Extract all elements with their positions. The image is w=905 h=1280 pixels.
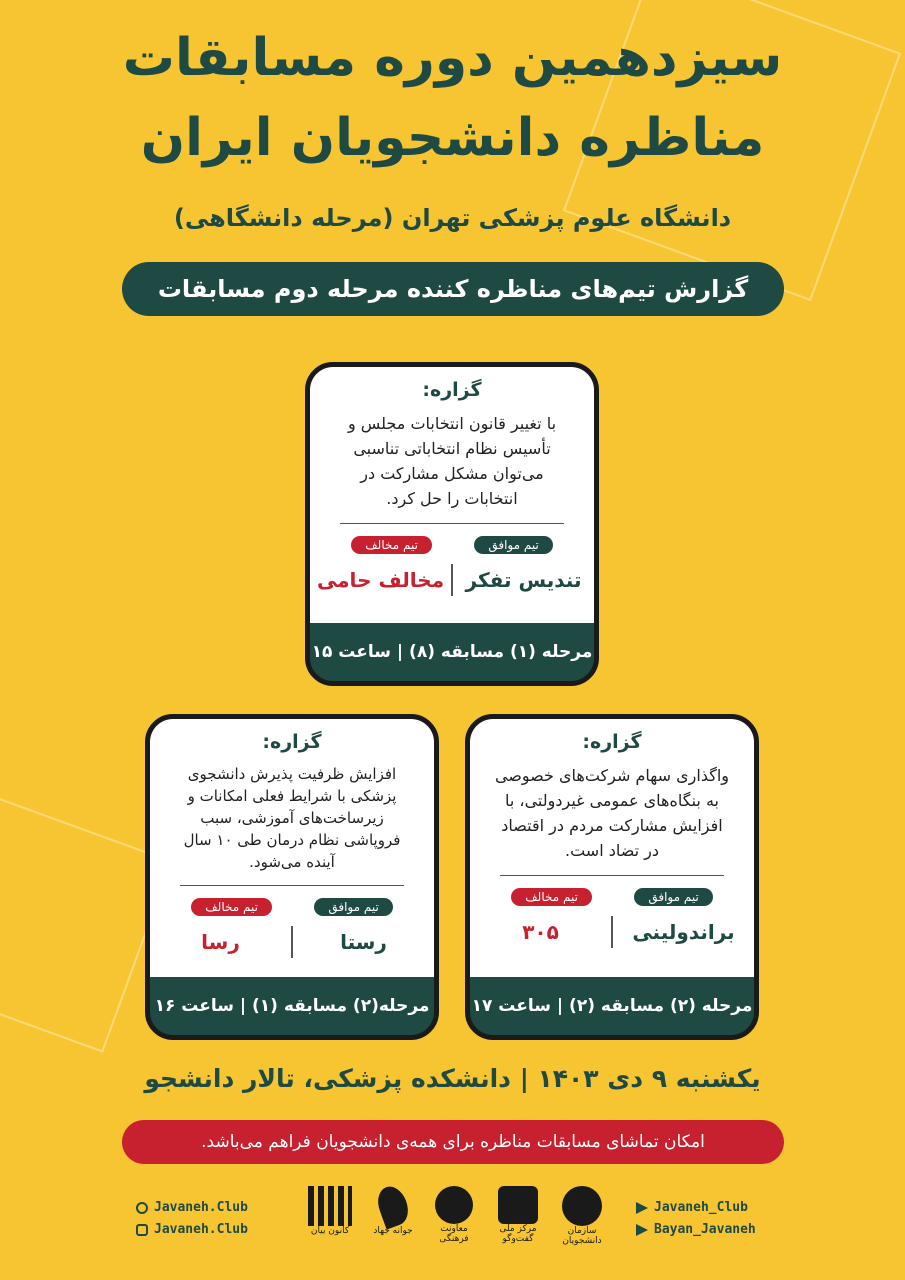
leaf-icon (373, 1182, 413, 1229)
telegram-link-2[interactable] (636, 1222, 756, 1237)
oppose-badge: تیم مخالف (351, 536, 432, 554)
telegram-icon (636, 1202, 648, 1214)
subtitle: دانشگاه علوم پزشکی تهران (مرحله دانشگاهی) (173, 204, 732, 232)
agree-badge: تیم موافق (634, 888, 712, 906)
logo-javaneh-jahad (368, 1186, 418, 1236)
debate-card-3 (145, 714, 439, 1040)
divider (340, 523, 564, 524)
telegram-icon (636, 1224, 648, 1236)
website-text: Javaneh.Club (154, 1200, 248, 1215)
debate-card-1 (305, 362, 599, 686)
card-footer: مرحله (۲) مسابقه (۲) | ساعت ۱۷ (471, 996, 753, 1016)
proposition-label: گزاره: (582, 731, 642, 753)
title-line1: سیزدهمین دوره مسابقات (122, 28, 783, 88)
team-divider (611, 916, 613, 948)
logo-kanoon-bayan (300, 1186, 360, 1236)
proposition-label: گزاره: (262, 731, 322, 753)
instagram-text: Javaneh.Club (154, 1222, 248, 1237)
telegram-text-1: Javaneh_Club (654, 1200, 748, 1215)
logo-label: معاونت فرهنگی (439, 1224, 469, 1244)
agree-badge: تیم موافق (474, 536, 552, 554)
globe-icon (136, 1202, 148, 1214)
card-body (150, 719, 434, 977)
seal-icon (562, 1186, 602, 1226)
oppose-team: رسا (201, 930, 240, 954)
logo-label: کانون بیان (310, 1226, 350, 1236)
instagram-link[interactable] (136, 1222, 248, 1237)
proposition-label: گزاره: (422, 379, 482, 401)
card-body (310, 367, 594, 623)
logo-cultural-deputy (426, 1186, 482, 1244)
agree-team: براندولینی (632, 920, 735, 944)
card-footer: مرحله (۱) مسابقه (۸) | ساعت ۱۵ (311, 642, 593, 662)
agree-team: تندیس تفکر (465, 568, 582, 592)
logo-label: مرکز ملی گفت‌وگو (499, 1224, 537, 1244)
divider (500, 875, 724, 876)
proposition-text: واگذاری سهام شرکت‌های خصوصی به بنگاه‌های عمومی غیردولتی، با افزایش مشارکت مردم در اقتصاد در تضاد است. (494, 766, 730, 860)
divider (180, 885, 404, 886)
instagram-icon (136, 1224, 148, 1236)
telegram-link-1[interactable] (636, 1200, 748, 1215)
dialogue-icon (498, 1186, 538, 1224)
proposition-text: با تغییر قانون انتخابات مجلس و تأسیس نظام انتخاباتی تناسبی می‌توان مشکل مشارکت در انتخابات را حل کرد. (347, 414, 557, 508)
oppose-badge: تیم مخالف (191, 898, 272, 916)
logo-student-org (552, 1186, 612, 1246)
agree-team: رستا (340, 930, 387, 954)
sound-bars-icon (308, 1186, 352, 1226)
telegram-text-2: Bayan_Javaneh (654, 1222, 756, 1237)
logo-national-dialogue (488, 1186, 548, 1244)
debate-card-2 (465, 714, 759, 1040)
agree-badge: تیم موافق (314, 898, 392, 916)
title-line2: مناظره دانشجویان ایران (140, 108, 765, 168)
oppose-team: ۳۰۵ (522, 920, 559, 944)
team-divider (291, 926, 293, 958)
card-footer: مرحله(۲) مسابقه (۱) | ساعت ۱۶ (154, 996, 430, 1016)
seal-icon (435, 1186, 473, 1224)
logo-label: جوانه جهاد (373, 1226, 413, 1236)
team-divider (451, 564, 453, 596)
oppose-team: مخالف حامی (316, 568, 445, 592)
logo-label: سازمان دانشجویان (562, 1226, 602, 1246)
card-body (470, 719, 754, 977)
website-link[interactable] (136, 1200, 248, 1215)
report-banner: گزارش تیم‌های مناظره کننده مرحله دوم مسابقات (122, 262, 784, 316)
oppose-badge: تیم مخالف (511, 888, 592, 906)
event-date-place: یکشنبه ۹ دی ۱۴۰۳ | دانشکده پزشکی، تالار دانشجو (144, 1064, 761, 1093)
notice-bar: امکان تماشای مسابقات مناظره برای همه‌ی دانشجویان فراهم می‌باشد. (122, 1120, 784, 1164)
proposition-text: افزایش ظرفیت پذیرش دانشجوی پزشکی با شرایط فعلی امکانات و زیرساخت‌های آموزشی، سبب فروپاشی نظام درمان طی ۱۰ سال آینده می‌شود. (183, 765, 401, 871)
